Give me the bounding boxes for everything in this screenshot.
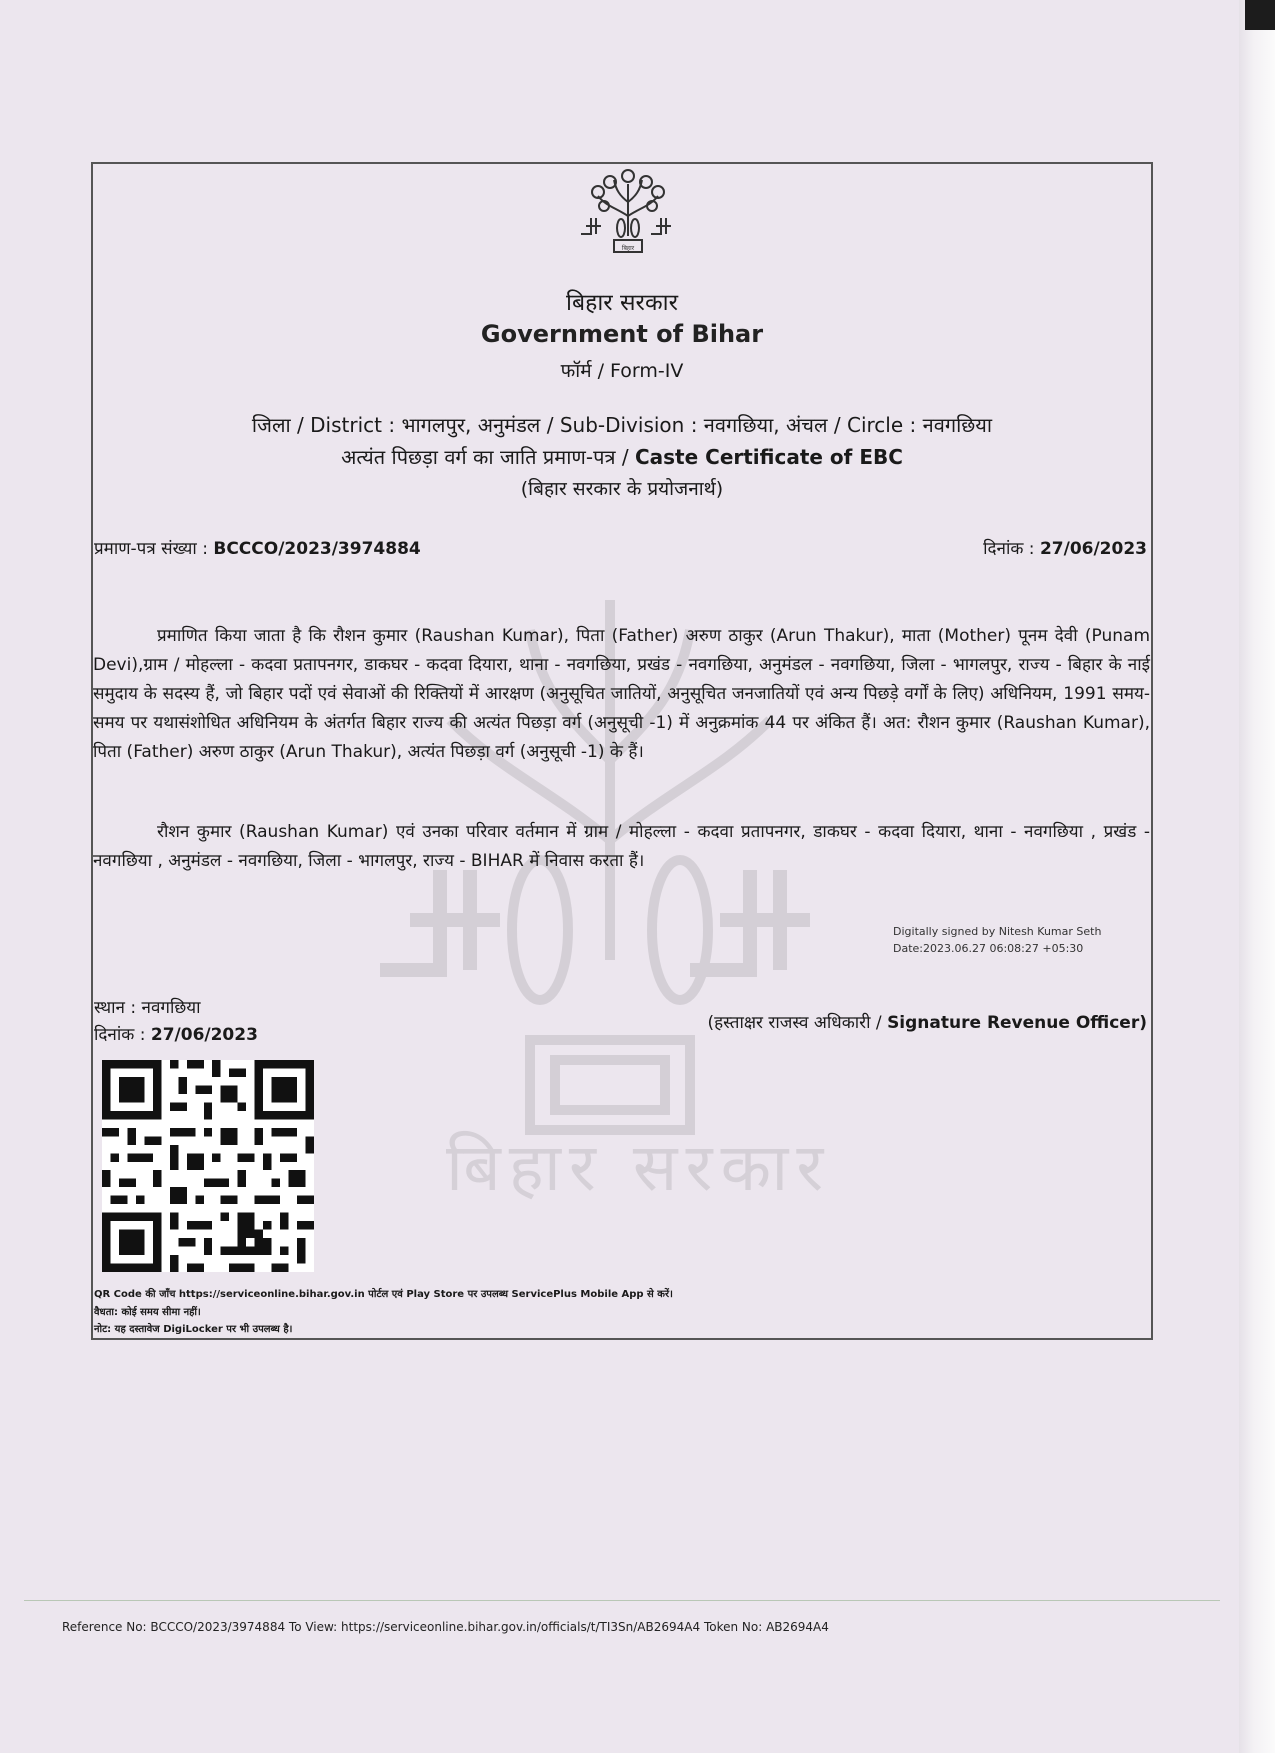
validity-note: वैधता: कोई समय सीमा नहीं। [94,1307,201,1318]
scan-corner [1245,0,1275,30]
reference-footer: Reference No: BCCCO/2023/3974884 To View: https://serviceonline.bihar.gov.in/officials/t/TI3Sn/AB2694A4 Token No: AB2694A4 [62,1620,829,1634]
certificate-number-value: BCCCO/2023/3974884 [213,539,421,559]
emblem-label: बिहार [621,245,635,252]
watermark-text: बिहार सरकार [446,1129,832,1206]
digital-signature-line1: Digitally signed by Nitesh Kumar Seth [893,925,1102,938]
certificate-number-label: प्रमाण-पत्र संख्या : [94,539,208,559]
qr-verification-note: QR Code की जाँच https://serviceonline.bihar.gov.in पोर्टल एवं Play Store पर उपलब्ध ServicePlus Mobile App से करें। [94,1289,673,1300]
subdivision-label: अनुमंडल / Sub-Division : [477,413,698,437]
certificate-purpose: (बिहार सरकार के प्रयोजनार्थ) [520,478,724,500]
circle-label: अंचल / Circle : [785,413,917,437]
certificate-title [91,443,1153,470]
header-english-title: Government of Bihar [480,320,764,348]
certificate-number [94,536,421,559]
scan-edge [1239,0,1275,1753]
jurisdiction-line [91,411,1153,438]
signature-label [708,1010,1148,1033]
form-number: फॉर्म / Form-IV [560,360,684,382]
certificate-date-value: 27/06/2023 [1039,539,1147,559]
header-hindi-title: बिहार सरकार [566,290,678,316]
certificate-title-english: Caste Certificate of EBC [634,445,903,469]
place [94,995,201,1018]
footer-divider [24,1600,1220,1601]
district-value: भागलपुर, [401,413,472,437]
qr-code-icon[interactable] [102,1060,314,1272]
residence-paragraph: रौशन कुमार (Raushan Kumar) एवं उनका परिवार वर्तमान में ग्राम / मोहल्ला - कदवा प्रतापनगर, डाकघर - कदवा दियारा, थाना - नवगछिया , प्रखंड - नवगछिया , अनुमंडल - नवगछिया, जिला - भागलपुर, राज्य - BIHAR में निवास करता हैं। [93,822,1150,871]
place-label: स्थान : [94,998,137,1018]
certification-paragraph: प्रमाणित किया जाता है कि रौशन कुमार (Raushan Kumar), पिता (Father) अरुण ठाकुर (Arun Thakur), माता (Mother) पूनम देवी (Punam Devi),ग्राम / मोहल्ला - कदवा प्रतापनगर, डाकघर - कदवा दियारा, थाना - नवगछिया, प्रखंड - नवगछिया, अनुमंडल - नवगछिया, जिला - भागलपुर, राज्य - बिहार के नाई समुदाय के सदस्य हैं, जो बिहार पदों एवं सेवाओं की रिक्तियों में आरक्षण (अनुसूचित जातियों, अनुसूचित जनजातियों एवं अन्य पिछड़े वर्गों के लिए) अधिनियम, 1991 समय-समय पर यथासंशोधित अधिनियम के अंतर्गत बिहार राज्य की अत्यंत पिछड़ा वर्ग (अनुसूची -1) में अनुक्रमांक 44 पर अंकित हैं। अत: रौशन कुमार (Raushan Kumar), पिता (Father) अरुण ठाकुर (Arun Thakur), अत्यंत पिछड़ा वर्ग (अनुसूची -1) के हैं। [93,626,1150,762]
district-label: जिला / District : [251,413,396,437]
issue-date [94,1022,258,1045]
certificate-date-label: दिनांक : [983,539,1035,559]
signature-label-hindi: (हस्ताक्षर राजस्व अधिकारी / [707,1013,882,1033]
digital-signature-line2: Date:2023.06.27 06:08:27 +05:30 [893,942,1084,955]
signature-label-english: Signature Revenue Officer) [887,1013,1147,1033]
issue-date-label: दिनांक : [94,1025,146,1045]
place-value: नवगछिया [141,998,201,1018]
digilocker-note: नोट: यह दस्तावेज DigiLocker पर भी उपलब्ध है। [94,1324,293,1335]
certificate-date [983,536,1147,559]
bihar-emblem-icon [576,166,680,256]
subdivision-value: नवगछिया, [703,413,780,437]
issue-date-value: 27/06/2023 [150,1025,258,1045]
certificate-title-hindi: अत्यंत पिछड़ा वर्ग का जाति प्रमाण-पत्र / [341,445,629,469]
circle-value: नवगछिया [922,413,993,437]
